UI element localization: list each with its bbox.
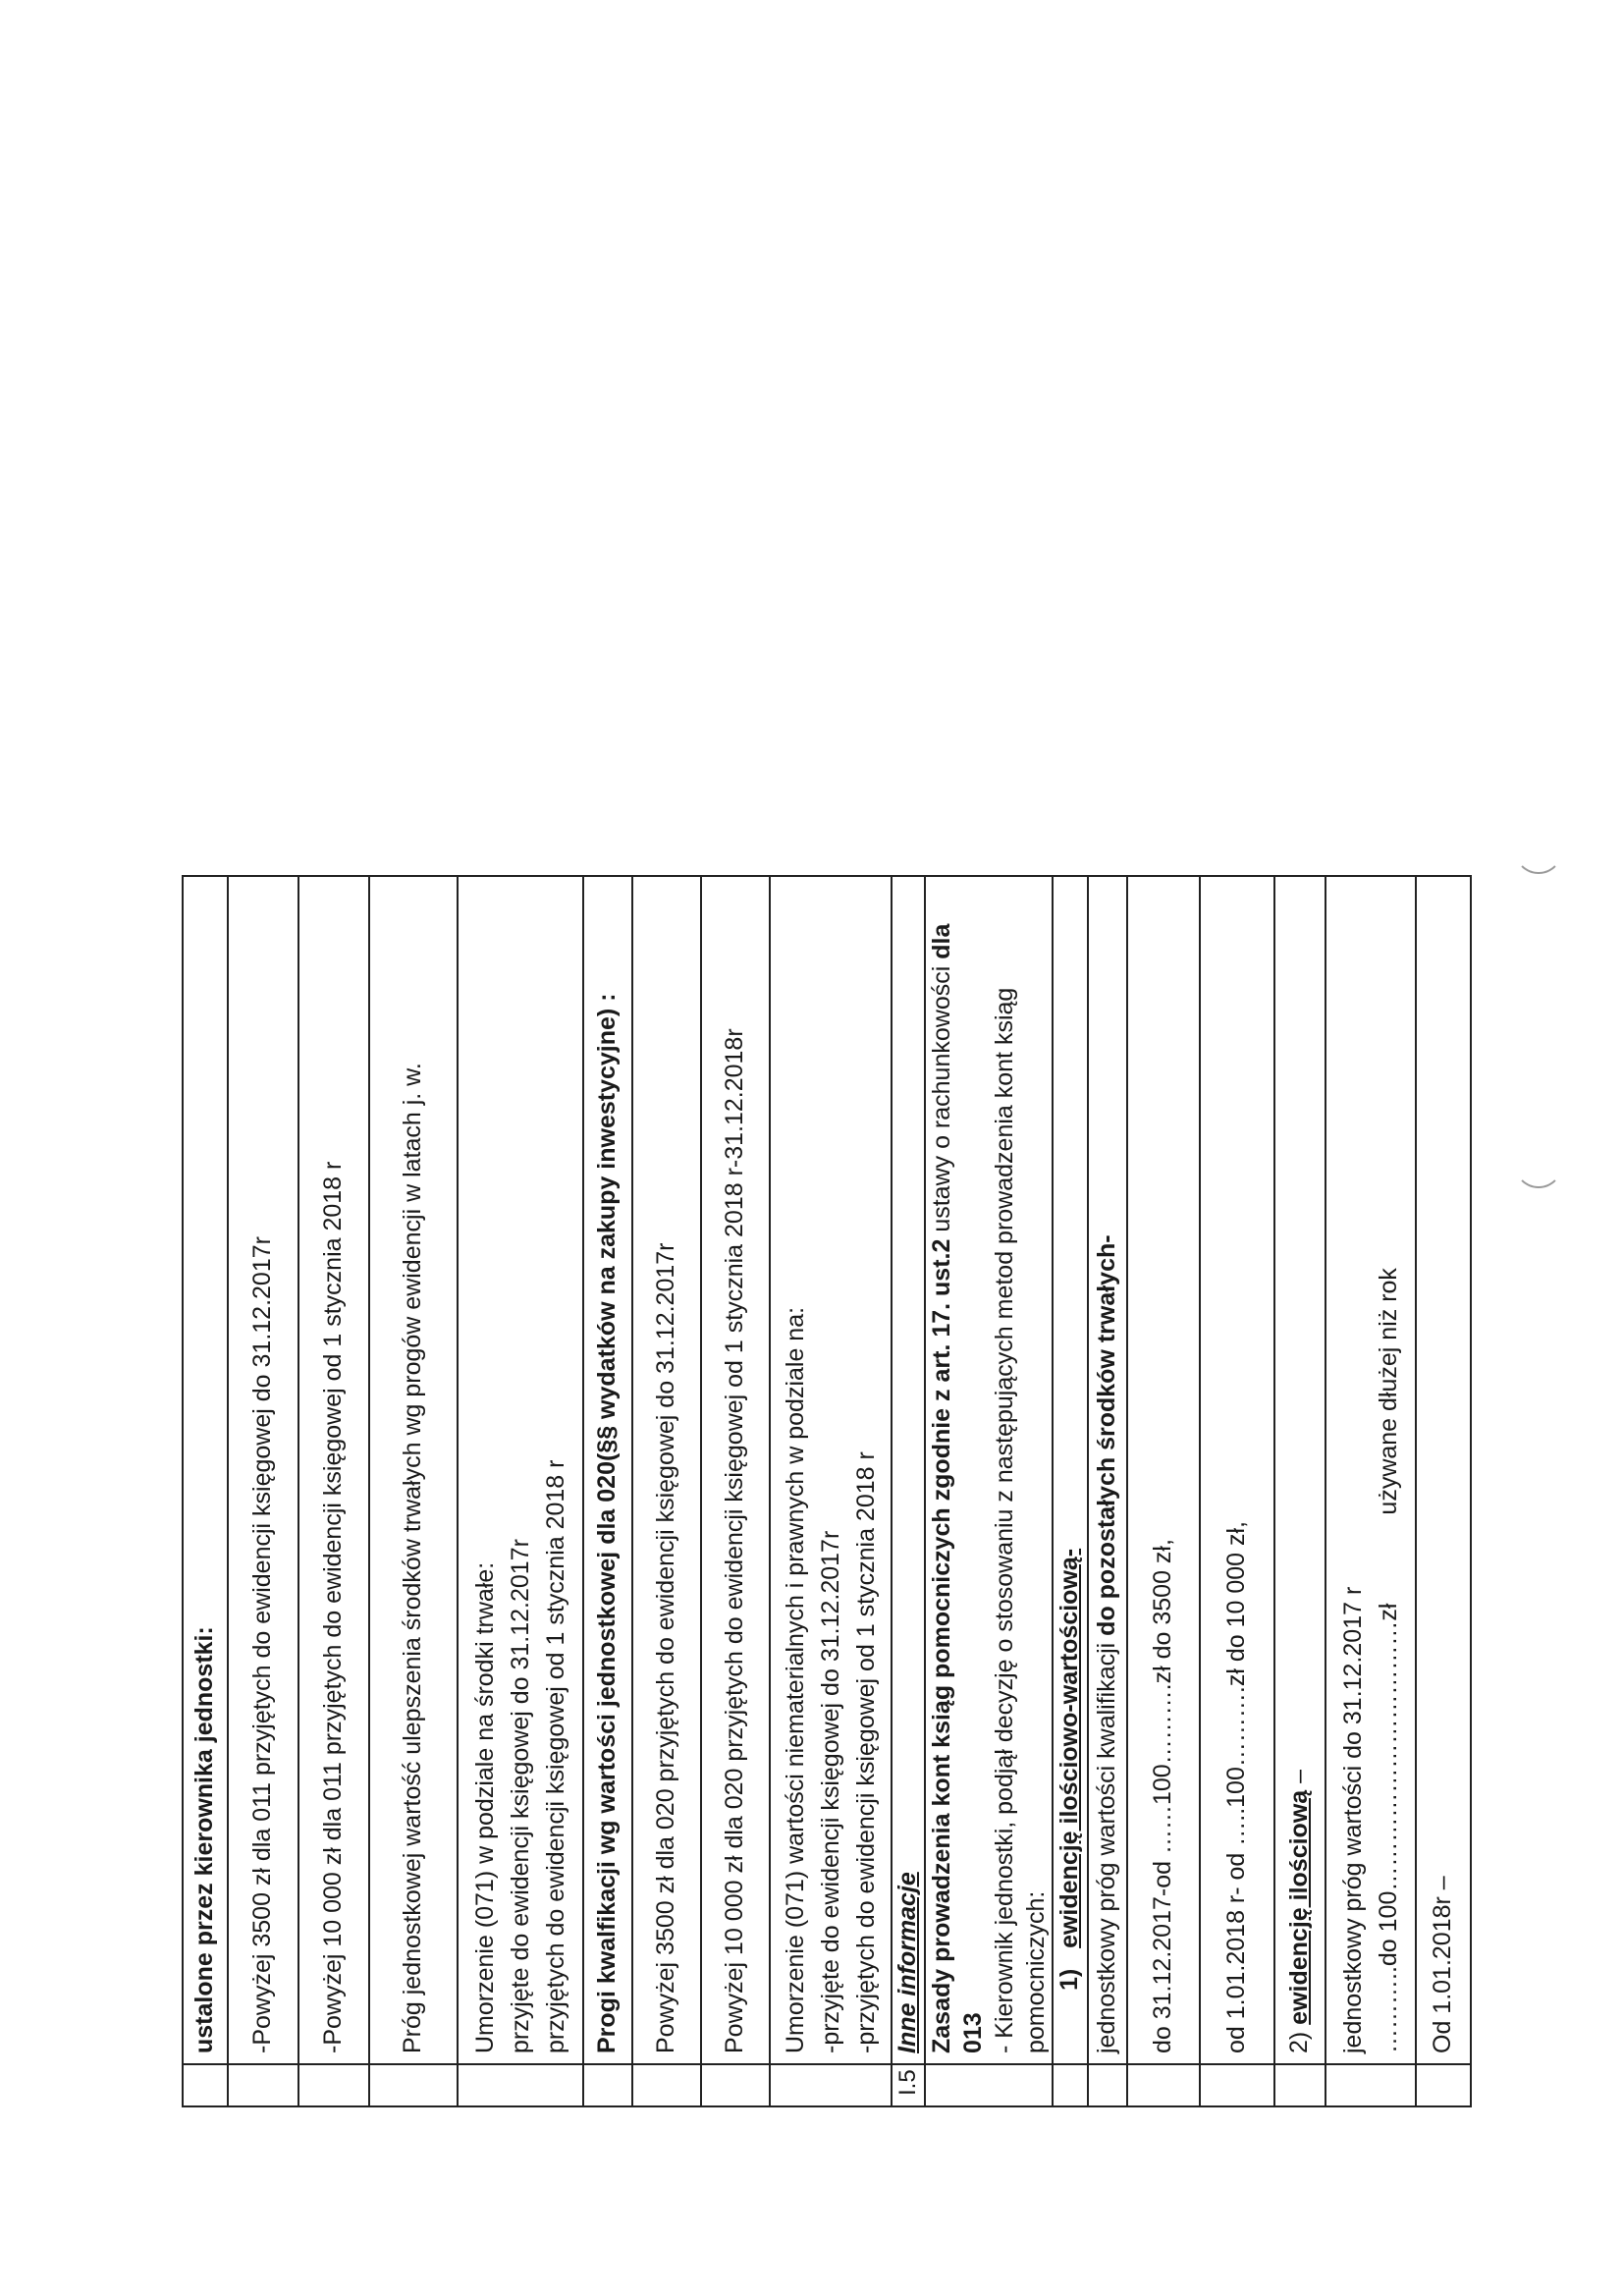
number-cell bbox=[1127, 2064, 1200, 2106]
number-cell bbox=[925, 2064, 1053, 2106]
number-cell bbox=[701, 2064, 770, 2106]
number-cell bbox=[298, 2064, 369, 2106]
text-paragraph: Zasady prowadzenia kont ksiąg pomocniczych zgodnie z art. 17. ust.2 ustawy o rachunkowości dla 013 bbox=[928, 923, 987, 2053]
text-line: Umorzenie (071) wartości niematerialnych i prawnych w podziale na: bbox=[782, 1306, 809, 2053]
document-table bbox=[182, 875, 1472, 2107]
number-cell bbox=[228, 2064, 298, 2106]
row-range-2018: od 1.01.2018 r- od …..100……….zł do 10 000 zł, bbox=[1200, 876, 1274, 2064]
row-from-2018: Od 1.01.2018r – bbox=[1416, 876, 1471, 2064]
row-threshold-011-2018: -Powyżej 10 000 zł dla 011 przyjętych do ewidencji księgowej od 1 stycznia 2018 r bbox=[298, 876, 369, 2064]
number-cell bbox=[770, 2064, 892, 2106]
text-line: jednostkowy próg wartości do 31.12.2017 r bbox=[1339, 1586, 1367, 2053]
number-cell bbox=[1274, 2064, 1325, 2106]
row-threshold-020-2017: Powyżej 3500 zł dla 020 przyjętych do ewidencji księgowej do 31.12.2017r bbox=[632, 876, 701, 2064]
text-paragraph: - Kierownik jednostki, podjął decyzję o stosowaniu z następujących metod prowadzenia kont ksiąg pomocniczych: bbox=[991, 987, 1050, 2053]
number-cell bbox=[1200, 2064, 1274, 2106]
number-cell bbox=[632, 2064, 701, 2106]
text-line: -przyjętych do ewidencji księgowej od 1 stycznia 2018 r bbox=[852, 1451, 880, 2053]
row-threshold-020-2018: Powyżej 10 000 zł dla 020 przyjętych do ewidencji księgowej od 1 stycznia 2018 r-31.12.2018r bbox=[701, 876, 770, 2064]
row-range-2017: do 31.12.2017-od ……100……….zł do 3500 zł, bbox=[1127, 876, 1200, 2064]
text-line: ………..do 100……………………………złużywane dłużej niż rok bbox=[1375, 1268, 1402, 2053]
text-line: Umorzenie (071) w podziale na środki trwałe: bbox=[471, 1561, 499, 2053]
number-cell bbox=[1416, 2064, 1471, 2106]
row-heading-progi-020: Progi kwalfikacji wg wartości jednostkowej dla 020(§§ wydatków na zakupy inwestycyjne) : bbox=[583, 876, 632, 2064]
section-number: I.5 bbox=[892, 2064, 925, 2106]
row-method-1-threshold: jednostkowy próg wartości kwalifikacji do pozostałych środków trwałych- bbox=[1088, 876, 1127, 2064]
row-method-1: 1) ewidencję ilościowo-wartościową- bbox=[1053, 876, 1088, 2064]
row-depreciation-fixed-assets bbox=[458, 876, 583, 2064]
row-method-2-threshold bbox=[1325, 876, 1416, 2064]
text-line: przyjęte do ewidencji księgowej do 31.12.2017r bbox=[507, 1539, 534, 2053]
row-improvement-threshold: Próg jednostkowej wartość ulepszenia środków trwałych wg progów ewidencji w latach j. w. bbox=[369, 876, 458, 2064]
row-heading-inne-informacje: Inne informacje bbox=[892, 876, 925, 2064]
row-heading-kierownik: ustalone przez kierownika jednostki: bbox=[183, 876, 228, 2064]
row-threshold-011-2017: -Powyżej 3500 zł dla 011 przyjętych do ewidencji księgowej do 31.12.2017r bbox=[228, 876, 298, 2064]
text-line: -przyjęte do ewidencji księgowej do 31.12.2017r bbox=[817, 1530, 844, 2053]
number-cell bbox=[1053, 2064, 1088, 2106]
number-cell bbox=[369, 2064, 458, 2106]
number-cell bbox=[183, 2064, 228, 2106]
number-cell bbox=[1325, 2064, 1416, 2106]
row-depreciation-intangible bbox=[770, 876, 892, 2064]
rotated-document-page bbox=[182, 877, 1457, 2107]
punch-hole-mark bbox=[1514, 1139, 1563, 1188]
text-line: przyjętych do ewidencji księgowej od 1 stycznia 2018 r bbox=[542, 1459, 569, 2053]
row-auxiliary-books-rules bbox=[925, 876, 1053, 2064]
number-cell bbox=[458, 2064, 583, 2106]
punch-hole-mark bbox=[1514, 825, 1563, 874]
number-cell bbox=[1088, 2064, 1127, 2106]
row-method-2: 2) ewidencję ilościową – bbox=[1274, 876, 1325, 2064]
number-cell bbox=[583, 2064, 632, 2106]
